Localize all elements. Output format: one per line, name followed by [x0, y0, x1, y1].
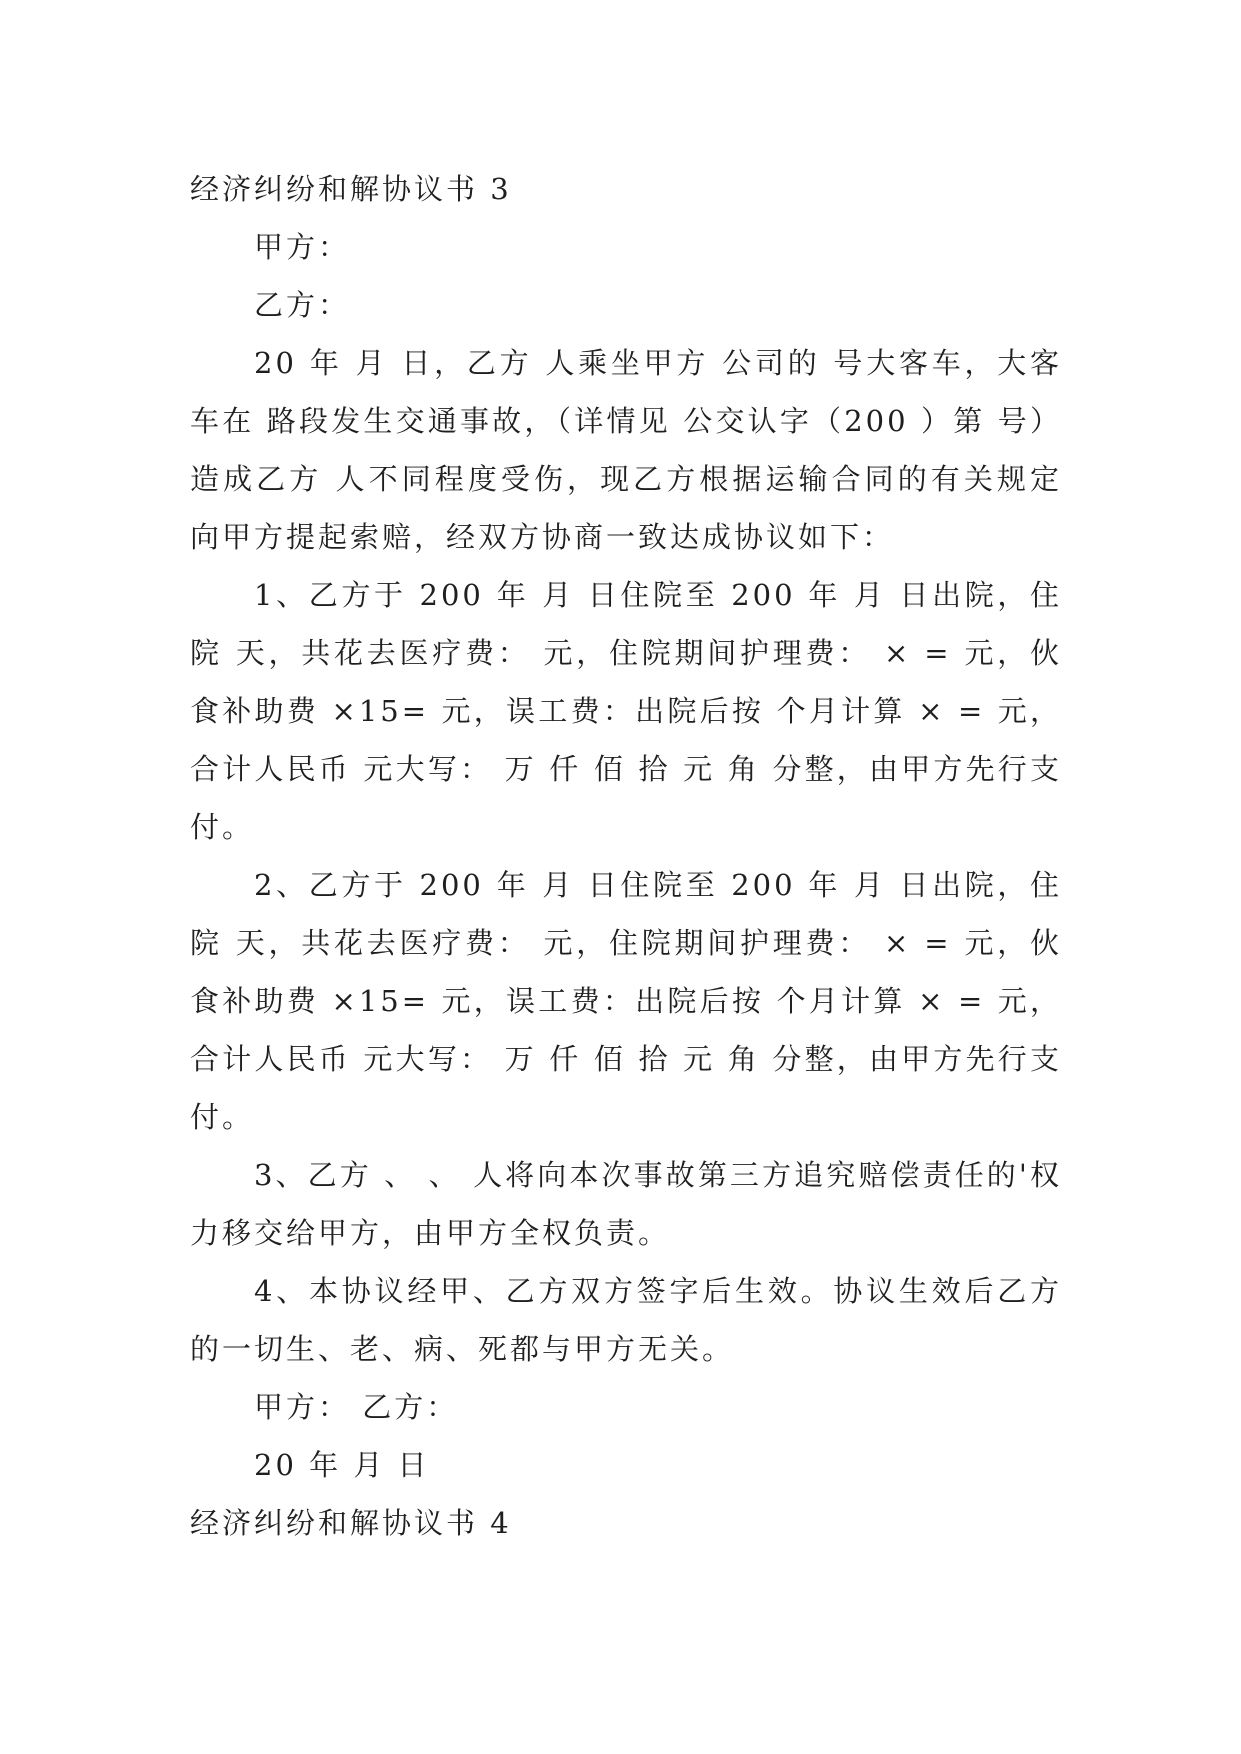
party-a-label: 甲方： [254, 230, 351, 264]
section-4-title: 经济纠纷和解协议书 4 [190, 1506, 512, 1540]
intro-paragraph: 20 年 月 日，乙方 人乘坐甲方 公司的 号大客车，大客车在 路段发生交通事故，（详情见 公交认字（200 ）第 号）造成乙方 人不同程度受伤，现乙方根据运输合同的有关规定向甲方提起索赔，经双方协商一致达成协议如下： [190, 346, 1062, 554]
clause-2: 2、乙方于 200 年 月 日住院至 200 年 月 日出院，住院 天，共花去医疗费： 元，住院期间护理费： × = 元，伙食补助费 ×15= 元，误工费：出院后按 个月计算 × = 元，合计人民币 元大写： 万 仟 佰 拾 元 角 分整，由甲方先行支付。 [190, 868, 1062, 1134]
clause-4: 4、本协议经甲、乙方双方签字后生效。协议生效后乙方的一切生、老、病、死都与甲方无关。 [190, 1274, 1062, 1366]
clause-3: 3、乙方 、 、 人将向本次事故第三方追究赔偿责任的'权力移交给甲方，由甲方全权负责。 [190, 1158, 1062, 1250]
signature-line: 甲方： 乙方： [254, 1390, 459, 1424]
date-line: 20 年 月 日 [254, 1448, 430, 1482]
party-b-label: 乙方： [254, 288, 351, 322]
clause-1: 1、乙方于 200 年 月 日住院至 200 年 月 日出院，住院 天，共花去医疗费： 元，住院期间护理费： × = 元，伙食补助费 ×15= 元，误工费：出院后按 个月计算 × = 元，合计人民币 元大写： 万 仟 佰 拾 元 角 分整，由甲方先行支付。 [190, 578, 1062, 844]
section-3-title: 经济纠纷和解协议书 3 [190, 172, 512, 206]
document-body [190, 160, 1062, 1552]
